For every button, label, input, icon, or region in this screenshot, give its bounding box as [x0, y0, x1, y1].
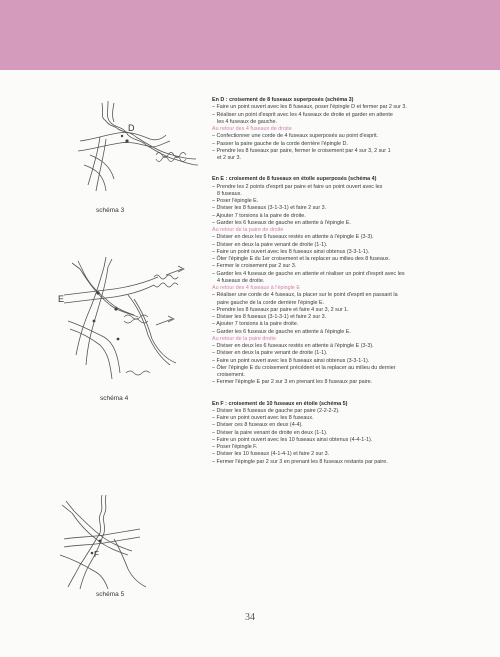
instruction-line: – Ajouter 7 torsions à la paire de droite. [212, 212, 306, 219]
instruction-line: – Faire un point ouvert avec les 8 fuseaux. [212, 415, 314, 421]
instruction-line: – Diviser les 8 fuseaux de gauche par paire (2-2-2-2). [212, 407, 340, 414]
pin-label-e: E [58, 294, 65, 304]
instruction-line: – Ôter l'épingle E du croisement précédent et la replacer au milieu du dernier [212, 364, 396, 371]
instruction-line: – Faire un point ouvert avec les 10 fuseaux ainsi obtenus (4-4-1-1). [212, 436, 373, 443]
instruction-line: – Faire un point ouvert avec les 8 fuseaux, poser l'épingle D et fermer par 2 sur 3. [212, 104, 407, 111]
instruction-line: – Prendre les 8 fuseaux par paire, fermer le croisement par 4 sur 3, 2 sur 1 [212, 147, 391, 154]
instruction-line: – Garder les 6 fuseaux de gauche en attente à l'épingle E. [212, 328, 351, 335]
instruction-line: – Faire un point ouvert avec les 8 fuseaux ainsi obtenus (3-3-1-1). [212, 248, 370, 255]
instruction-line: croisement. [217, 372, 245, 378]
pin-label-d: D [128, 123, 135, 133]
subheading: Au retour de la paire de droite [212, 227, 284, 233]
instruction-line: – Confectionner une corde de 4 fuseaux superposés au point d'esprit. [212, 133, 379, 140]
caption-schema-5: schéma 5 [96, 591, 125, 598]
instruction-line: – Prendre les 2 points d'esprit par paire et faire un point ouvert avec les [212, 183, 383, 190]
section-body [212, 408, 444, 466]
instruction-line: – Poser l'épingle E. [212, 198, 259, 204]
subheading: Au retour des 4 fuseaux de droite [212, 126, 292, 132]
instruction-line: – Prendre les 8 fuseaux par paire et faire 4 sur 3, 2 sur 1. [212, 306, 349, 313]
diagram-schema-4 [58, 255, 203, 385]
diagram-schema-3 [70, 95, 205, 205]
pin-label-f: F [94, 550, 99, 559]
instruction-line: paire gauche de la corde derrière l'épingle E. [217, 299, 325, 306]
header-band [0, 0, 500, 70]
instruction-line: – Garder les 6 fuseaux de gauche en attente à l'épingle E. [212, 219, 351, 226]
caption-schema-3: schéma 3 [96, 207, 125, 214]
page-number: 34 [245, 612, 255, 623]
instruction-line: – Passer la paire gauche de la corde derrière l'épingle D. [212, 140, 348, 147]
instruction-line: – Diviser ces 8 fuseaux en deux (4-4). [212, 422, 303, 429]
instruction-line: – Fermer l'épingle E par 2 sur 3 en prenant les 8 fuseaux par paire. [212, 379, 373, 386]
instruction-line: – Ajouter 7 torsions à la paire droite. [212, 321, 299, 328]
instruction-line: – Diviser en deux les 6 fuseaux restés en attente à l'épingle E (3-3). [212, 234, 374, 241]
section-body [212, 104, 444, 162]
instruction-line: – Réaliser une corde de 4 fuseaux, la placer sur le point d'esprit en passant la [212, 292, 398, 299]
instruction-line: – Diviser les 8 fuseaux (3-1-3-1) et faire 2 sur 3. [212, 205, 327, 212]
instructions-column [212, 97, 444, 466]
instruction-line: – Poser l'épingle F. [212, 444, 258, 450]
caption-schema-4: schéma 4 [100, 395, 129, 402]
subheading: Au retour de la paire droite [212, 335, 276, 342]
instruction-line: – Diviser en deux la paire venant de droite (1-1). [212, 350, 328, 357]
instruction-line: – Faire un point ouvert avec les 8 fuseaux ainsi obtenus (3-3-1-1). [212, 357, 370, 364]
instruction-line: – Réaliser un point d'esprit avec les 4 fuseaux de droite et garder en attente [212, 111, 393, 118]
instruction-line: – Ôter l'épingle E du 1er croisement et la replacer au milieu des 8 fuseaux. [212, 256, 391, 262]
section-body [212, 184, 444, 387]
instruction-line: 4 fuseaux de droite. [217, 277, 265, 284]
subheading: Au retour des 4 fuseaux à l'épingle E [212, 285, 300, 291]
instruction-line: – Diviser la paire venant de droite en deux (1-1). [212, 429, 328, 436]
instruction-line: – Diviser les 8 fuseaux (3-1-3-1) et faire 2 sur 3. [212, 314, 327, 320]
section-title: En D : croisement de 8 fuseaux superposés (schéma 3) [212, 97, 354, 103]
section-title: En F : croisement de 10 fuseaux en étoile (schéma 5) [212, 400, 348, 407]
instruction-line: – Diviser en deux la paire venant de droite (1-1). [212, 241, 328, 248]
instruction-line: – Fermer l'épingle par 2 sur 3 en prenant les 8 fuseaux restants par paire. [212, 458, 388, 465]
diagram-schema-5 [54, 495, 194, 590]
section-title: En E : croisement de 8 fuseaux en étoile superposés (schéma 4) [212, 176, 377, 183]
instruction-line: les 4 fuseaux de gauche. [217, 118, 277, 125]
instruction-line: – Diviser en deux les 6 fuseaux restés en attente à l'épingle E (3-3). [212, 343, 374, 349]
instruction-line: 8 fuseaux. [217, 190, 242, 197]
instruction-line: – Garder les 4 fuseaux de gauche en attente et réaliser un point d'esprit avec les [212, 270, 405, 277]
instruction-line: – Diviser les 10 fuseaux (4-1-4-1) et faire 2 sur 3. [212, 451, 330, 458]
instruction-line: et 2 sur 3. [217, 155, 241, 161]
instruction-line: – Fermer le croisement par 2 sur 3. [212, 263, 297, 270]
